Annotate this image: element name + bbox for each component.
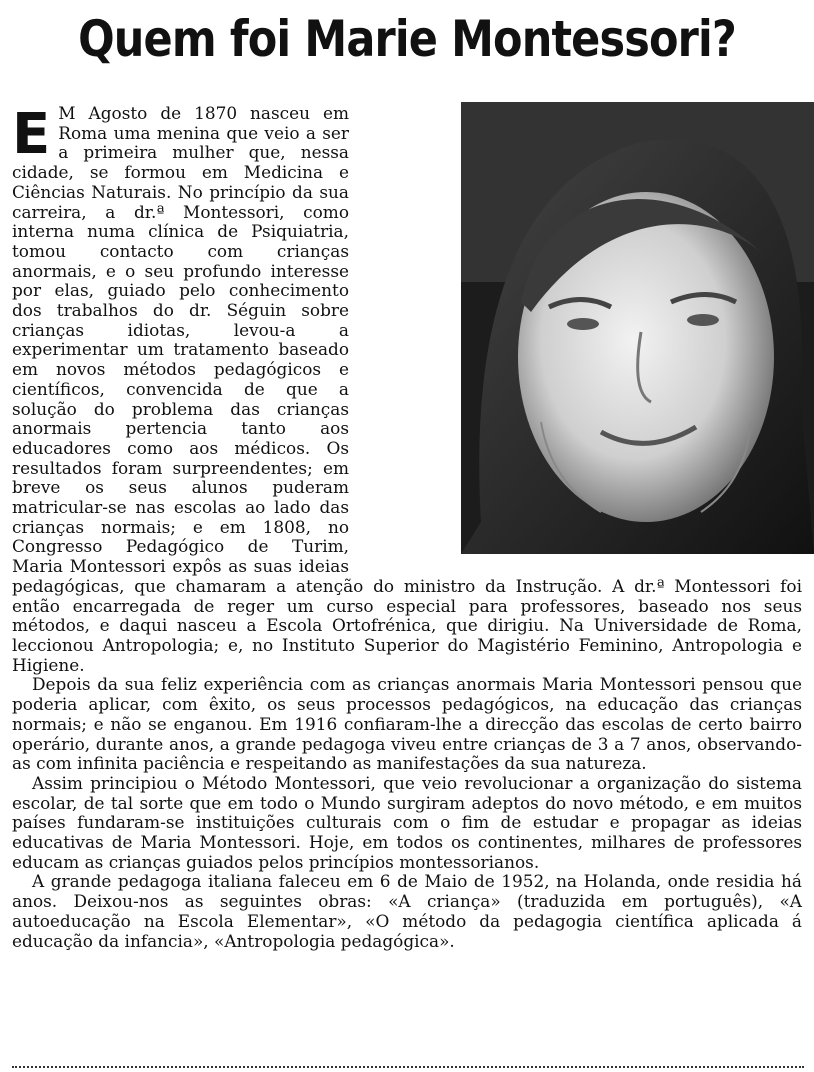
article-paragraph: A grande pedagoga italiana faleceu em 6 de Maio de 1952, na Holanda, onde residia há anos. Deixou-nos as seguintes obras: «A criança» (traduzida em português), «A autoeducação na Escola Elementar», «O método da pedagogia científica aplicada á educação da infancia», «Antropologia pedagógica». [12,871,802,951]
drop-cap: E [12,102,51,167]
article-paragraph: Assim principiou o Método Montessori, que veio revolucionar a organização do sistema escolar, de tal sorte que em todo o Mundo surgiram adeptos do novo método, e em muitos países fundaram-se instituições culturais com o fim de estudar e propagar as ideias educativas de Maria Montessori. Hoje, em todos os continentes, milhares de professores educam as crianças guiados pelos princípios montessorianos. [12,772,802,872]
article-paragraph: Depois da sua feliz experiência com as crianças anormais Maria Montessori pensou que poderia aplicar, com êxito, os seus processos pedagógicos, na educação das crianças normais; e não se enganou. Em 1916 confiaram-lhe a direcção das escolas de certo bairro operário, durante anos, a grande pedagoga viveu entre crianças de 3 a 7 anos, observando-as com infinita paciência e respeitando as manifestações da sua natureza. [12,674,802,774]
paragraph-text: M Agosto de 1870 nasceu em Roma uma menina que veio a ser a primeira mulher que, nessa cidade, se formou em Medicina e Ciências Naturais. No princípio da sua carreira, a dr.ª Montessori, como interna numa clínica de Psiquiatria, tomou contacto com crianças anormais, e o seu profundo interesse por elas, guiado pelo conhecimento dos trabalhos do dr. Séguin sobre crianças idiotas, levou-a a experimentar um tratamento baseado em novos métodos pedagógicos e científicos, convencida de que a solução do problema das crianças anormais pertencia tanto aos educadores como aos médicos. Os resultados foram surpreendentes; em breve os seus alunos puderam matricular-se nas escolas ao lado das crianças normais; e em 1808, no Congresso Pedagógico de Turim, Maria Montessori expôs as suas ideias pedagógicas, que chamaram a atenção do ministro da Instrução. A dr.ª Montessori foi então encarregada de reger um curso especial para professores, baseado nos seus métodos, e daqui nasceu a Escola Ortofrénica, que dirigiu. Na Universidade de Roma, leccionou Antropologia; e, no Instituto Superior do Magistério Feminino, Antropologia e Higiene. [12,103,802,675]
article-body [12,104,802,951]
article-title: Quem foi Marie Montessori? [78,10,736,68]
photo-spacer [349,104,802,574]
dotted-divider [12,1066,804,1068]
